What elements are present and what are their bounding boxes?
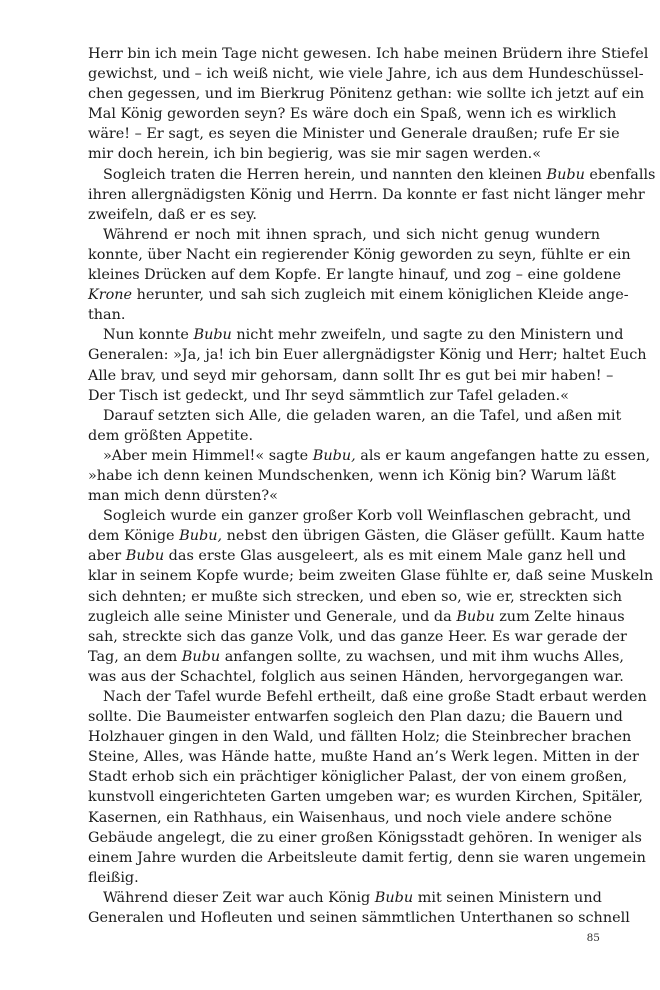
text-line: »habe ich denn keinen Mundschenken, wenn ich König bin? Warum läßt xyxy=(88,467,616,484)
bubu-name: Bubu, xyxy=(312,447,356,464)
text-line: man mich denn dürsten?« xyxy=(88,488,278,505)
text-line: than. xyxy=(88,307,126,324)
bubu-name: Bubu, xyxy=(179,528,223,545)
text-line: ihren allergnädigsten König und Herrn. Da konnte er fast nicht länger mehr xyxy=(88,186,645,203)
text-run: Nun konnte xyxy=(103,327,194,344)
text-line: Mal König geworden seyn? Es wäre doch ein Spaß, wenn ich es wirklich xyxy=(88,106,617,123)
text-run: nicht mehr zweifeln, und sagte zu den Ministern und xyxy=(231,327,624,344)
text-line xyxy=(88,285,629,305)
krone-word: Krone xyxy=(88,287,133,304)
text-run: das erste Glas ausgeleert, als es mit einem Male ganz hell und xyxy=(164,548,626,565)
page-number: 85 xyxy=(586,932,600,944)
paragraph-4 xyxy=(88,325,647,405)
text-line: klar in seinem Kopfe wurde; beim zweiten Glase fühlte er, daß seine Muskeln xyxy=(88,568,654,585)
body-text xyxy=(88,44,656,928)
text-run: anfangen sollte, zu wachsen, und mit ihm wuchs Alles, xyxy=(220,648,624,665)
text-run: nebst den übrigen Gästen, die Gläser gefüllt. Kaum hatte xyxy=(222,528,645,545)
text-line: sich dehnten; er mußte sich strecken, und eben so, wie er, streckten sich xyxy=(88,588,623,605)
text-line: fleißig. xyxy=(88,869,139,886)
text-line: Alle brav, und seyd mir gehorsam, dann sollt Ihr es gut bei mir haben! – xyxy=(88,367,614,384)
text-run: aber xyxy=(88,548,126,565)
text-line: kunstvoll eingerichteten Garten umgeben war; es wurden Kirchen, Spitäler, xyxy=(88,789,643,806)
text-line xyxy=(88,546,626,566)
text-run: zum Zelte hinaus xyxy=(494,608,625,625)
text-run: herunter, und sah sich zugleich mit einem königlichen Kleide ange- xyxy=(132,287,629,304)
text-line xyxy=(88,888,600,908)
text-run: »Aber mein Himmel!« sagte xyxy=(103,447,313,464)
text-line xyxy=(88,446,651,466)
text-line: Holzhauer gingen in den Wald, und fällten Holz; die Steinbrecher brachen xyxy=(88,729,632,746)
text-line: chen gegessen, und im Bierkrug Pönitenz gethan: wie sollte ich jetzt auf ein xyxy=(88,86,645,103)
text-line: Der Tisch ist gedeckt, und Ihr seyd sämmtlich zur Tafel geladen.« xyxy=(88,387,569,404)
text-run: mit seinen Ministern und xyxy=(413,889,602,906)
text-line xyxy=(88,647,624,667)
paragraph-6 xyxy=(88,446,651,506)
text-line: gewichst, und – ich weiß nicht, wie viele Jahre, ich aus dem Hundeschüssel- xyxy=(88,66,644,83)
text-run: dem Könige xyxy=(88,528,180,545)
paragraph-5 xyxy=(88,406,622,446)
text-line: zweifeln, daß er es sey. xyxy=(88,206,257,223)
text-line: mir doch herein, ich bin begierig, was sie mir sagen werden.« xyxy=(88,146,542,163)
paragraph-8 xyxy=(88,687,647,888)
text-line: Generalen und Hofleuten und seinen sämmtlichen Unterthanen so schnell xyxy=(88,910,630,927)
text-line: Stadt erhob sich ein prächtiger königlicher Palast, der von einem großen, xyxy=(88,769,628,786)
text-line xyxy=(88,165,656,185)
text-line xyxy=(88,526,645,546)
paragraph-2 xyxy=(88,165,656,225)
text-line: Sogleich wurde ein ganzer großer Korb voll Weinflaschen gebracht, und xyxy=(103,508,631,525)
bubu-name: Bubu xyxy=(125,548,165,565)
text-line: Gebäude angelegt, die zu einer großen Königsstadt gehören. In weniger als xyxy=(88,829,642,846)
bubu-name: Bubu xyxy=(374,889,414,906)
text-line: Kasernen, ein Rathhaus, ein Waisenhaus, und noch viele andere schöne xyxy=(88,809,613,826)
text-line xyxy=(88,325,624,345)
text-run: Während dieser Zeit war auch König xyxy=(103,889,375,906)
text-line: sollte. Die Baumeister entwarfen sogleich den Plan dazu; die Bauern und xyxy=(88,709,623,726)
text-line: konnte, über Nacht ein regierender König geworden zu seyn, fühlte er ein xyxy=(88,246,631,263)
text-line: kleines Drücken auf dem Kopfe. Er langte hinauf, und zog – eine goldene xyxy=(88,267,621,284)
text-line: Darauf setzten sich Alle, die geladen waren, an die Tafel, und aßen mit xyxy=(103,407,622,424)
paragraph-3 xyxy=(88,225,631,325)
text-run: ebenfalls xyxy=(584,166,656,183)
text-line: Steine, Alles, was Hände hatte, mußte Hand an’s Werk legen. Mitten in der xyxy=(88,749,639,766)
text-line: Nach der Tafel wurde Befehl ertheilt, daß eine große Stadt erbaut werden xyxy=(103,689,647,705)
text-line: Herr bin ich mein Tage nicht gewesen. Ich habe meinen Brüdern ihre Stiefel xyxy=(88,46,649,62)
bubu-name: Bubu xyxy=(181,648,221,665)
text-run: Tag, an dem xyxy=(88,648,182,665)
paragraph-7 xyxy=(88,506,654,687)
bubu-name: Bubu xyxy=(193,327,232,344)
text-line: einem Jahre wurden die Arbeitsleute damit fertig, denn sie waren ungemein xyxy=(88,849,646,866)
bubu-name: Bubu xyxy=(456,608,495,625)
text-line: Während er noch mit ihnen sprach, und sich nicht genug wundern xyxy=(103,226,600,243)
text-run: Sogleich traten die Herren herein, und nannten den kleinen xyxy=(103,166,547,183)
text-line: was aus der Schachtel, folglich aus seinen Händen, hervorgegangen war. xyxy=(88,668,624,685)
paragraph-9 xyxy=(88,888,630,928)
text-line: dem größten Appetite. xyxy=(88,427,254,444)
text-run: zugleich alle seine Minister und Generale, und da xyxy=(88,608,457,625)
text-line: wäre! – Er sagt, es seyen die Minister und Generale draußen; rufe Er sie xyxy=(88,126,620,143)
text-run: als er kaum angefangen hatte zu essen, xyxy=(355,447,651,464)
text-line: sah, streckte sich das ganze Volk, und das ganze Heer. Es war gerade der xyxy=(88,628,627,645)
text-line xyxy=(88,607,625,627)
paragraph-1 xyxy=(88,44,649,165)
text-line: Generalen: »Ja, ja! ich bin Euer allergnädigster König und Herr; haltet Euch xyxy=(88,347,647,364)
bubu-name: Bubu xyxy=(546,166,585,183)
